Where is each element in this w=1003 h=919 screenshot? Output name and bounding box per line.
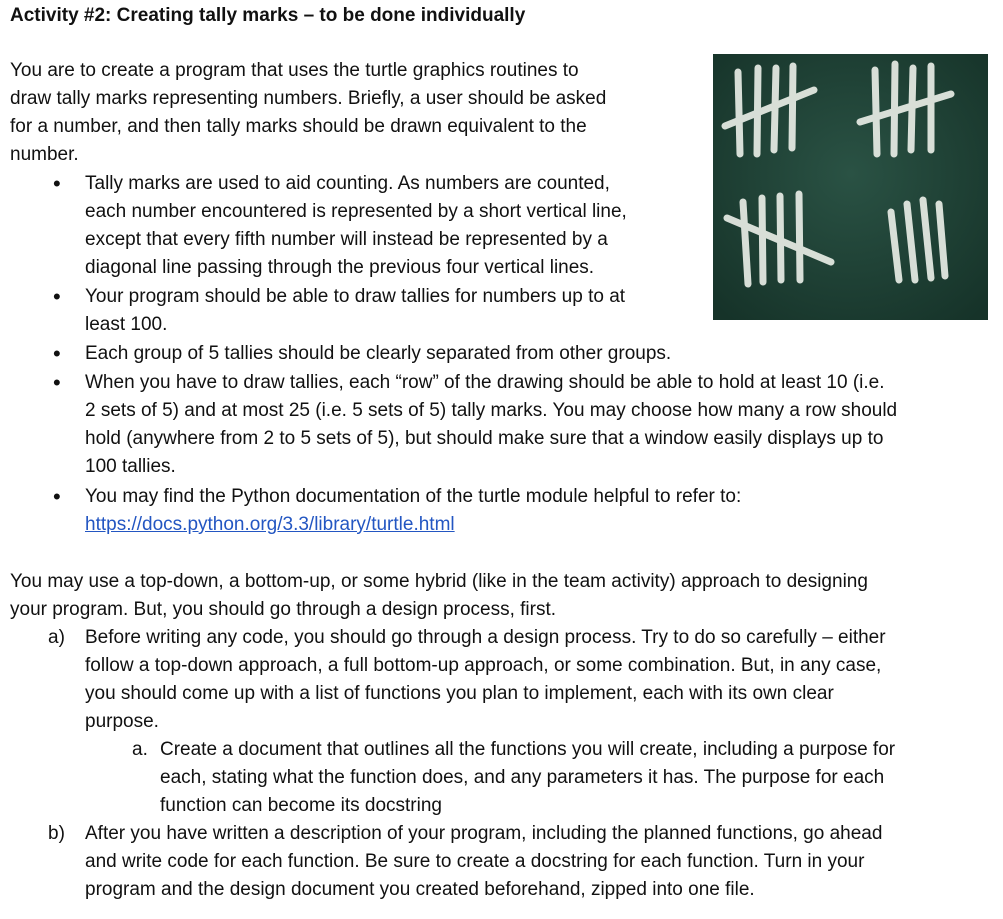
turtle-docs-link[interactable]: https://docs.python.org/3.3/library/turtle.html [85,514,455,535]
bullet-line: hold (anywhere from 2 to 5 sets of 5), but should make sure that a window easily displays up to [85,428,884,449]
intro-line: draw tally marks representing numbers. Briefly, a user should be asked [10,88,607,109]
bullet-line: Tally marks are used to aid counting. As numbers are counted, [85,173,610,194]
step-marker: a) [48,627,65,648]
bullet-line: When you have to draw tallies, each “row” of the drawing should be able to hold at least 10 (i.e. [85,372,885,393]
intro-line: for a number, and then tally marks should be drawn equivalent to the [10,116,587,137]
bullet-line: 100 tallies. [85,456,176,477]
step-line: Before writing any code, you should go through a design process. Try to do so carefully – either [85,627,886,648]
chalkboard-image [713,54,988,320]
bullet-dot: • [53,171,61,196]
document-page [10,0,995,919]
bullet-line: Your program should be able to draw tallies for numbers up to at [85,286,626,307]
bullet-line: 2 sets of 5) and at most 25 (i.e. 5 sets of 5) tally marks. You may choose how many a row should [85,400,898,421]
bullet-line: You may find the Python documentation of the turtle module helpful to refer to: [85,486,742,507]
bullet-line: diagonal line passing through the previous four vertical lines. [85,257,595,278]
substep-line: function can become its docstring [160,795,442,816]
bullet-dot: • [53,284,61,309]
intro-line: You are to create a program that uses the turtle graphics routines to [10,60,579,81]
step-marker: b) [48,823,65,844]
approach-line: You may use a top-down, a bottom-up, or some hybrid (like in the team activity) approach to designing [10,571,868,592]
step-line: you should come up with a list of functions you plan to implement, each with its own clear [85,683,834,704]
bullet-line: least 100. [85,314,168,335]
approach-line: your program. But, you should go through a design process, first. [10,599,557,620]
bullet-dot: • [53,370,61,395]
tally-marks-photo [713,54,988,320]
bullet-dot: • [53,341,61,366]
bullet-line: each number encountered is represented by a short vertical line, [85,201,627,222]
turtle-docs-line [85,511,455,539]
substep-marker: a. [132,739,148,760]
step-line: program and the design document you created beforehand, zipped into one file. [85,879,755,900]
intro-line: number. [10,144,79,165]
step-line: and write code for each function. Be sure to create a docstring for each function. Turn in your [85,851,865,872]
bullet-line: Each group of 5 tallies should be clearly separated from other groups. [85,343,672,364]
step-line: follow a top-down approach, a full bottom-up approach, or some combination. But, in any case, [85,655,882,676]
bullet-line: except that every fifth number will instead be represented by a [85,229,608,250]
step-line: purpose. [85,711,159,732]
substep-line: each, stating what the function does, and any parameters it has. The purpose for each [160,767,885,788]
bullet-dot: • [53,484,61,509]
activity-title: Activity #2: Creating tally marks – to be done individually [10,5,526,26]
step-line: After you have written a description of your program, including the planned functions, go ahead [85,823,883,844]
substep-line: Create a document that outlines all the functions you will create, including a purpose for [160,739,896,760]
